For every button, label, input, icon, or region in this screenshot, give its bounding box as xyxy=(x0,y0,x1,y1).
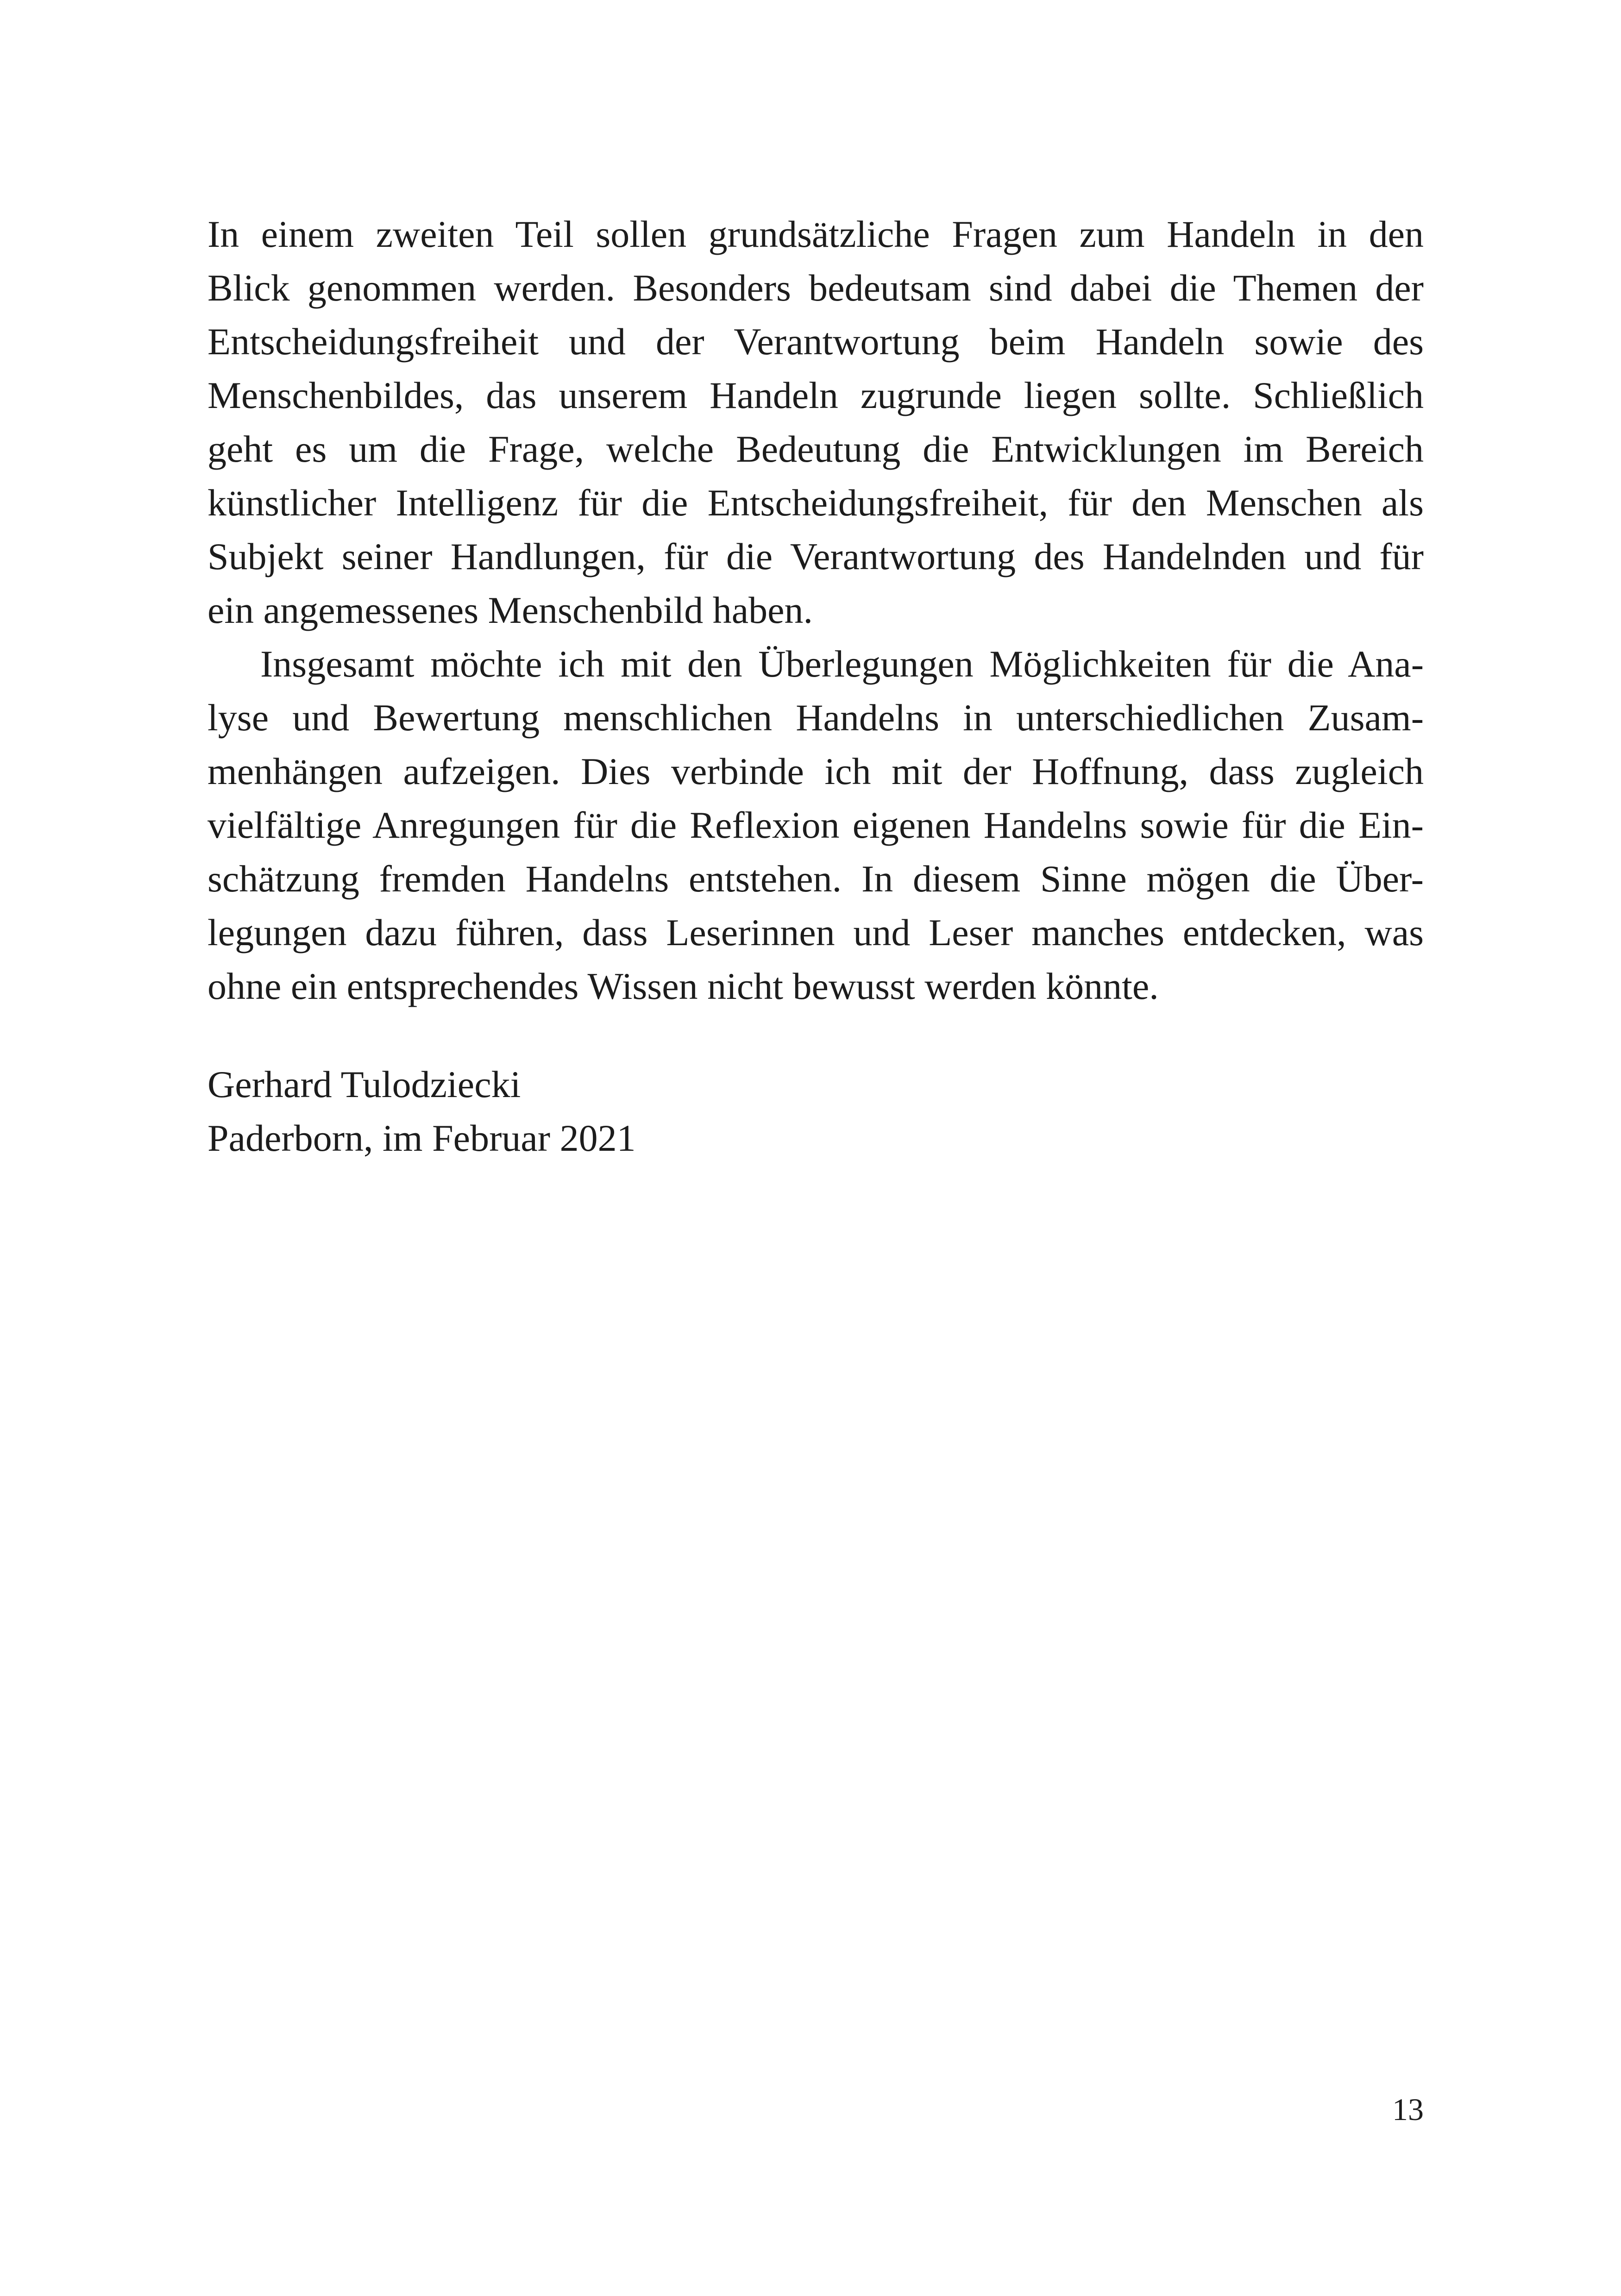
paragraph-1-line: Subjekt seiner Handlungen, für die Verantwortung des Handelnden und für xyxy=(207,535,1424,577)
paragraph-1-line: Menschenbildes, das unserem Handeln zugrunde liegen sollte. Schließlich xyxy=(207,374,1424,416)
paragraph-1-line: künstlicher Intelligenz für die Entscheidungsfreiheit, für den Menschen als xyxy=(207,482,1424,524)
page-number: 13 xyxy=(1392,2092,1424,2127)
paragraph-1-line: geht es um die Frage, welche Bedeutung die Entwicklungen im Bereich xyxy=(207,428,1424,470)
paragraph-2-line: legungen dazu führen, dass Leserinnen und Leser manches entdecken, was xyxy=(207,911,1424,954)
paragraph-1-line: Blick genommen werden. Besonders bedeutsam sind dabei die Themen der xyxy=(207,267,1424,309)
body-text xyxy=(207,207,1424,1013)
place-date: Paderborn, im Februar 2021 xyxy=(207,1117,636,1159)
paragraph-2-line: schätzung fremden Handelns entstehen. In diesem Sinne mögen die Über- xyxy=(207,858,1424,900)
paragraph-1-line: In einem zweiten Teil sollen grundsätzliche Fragen zum Handeln in den xyxy=(207,213,1424,255)
paragraph-2-line: Insgesamt möchte ich mit den Überlegungen Möglichkeiten für die Ana- xyxy=(260,643,1424,685)
paragraph-1-line: ein angemessenes Menschenbild haben. xyxy=(207,589,813,631)
author-name: Gerhard Tulodziecki xyxy=(207,1063,521,1105)
signature-block xyxy=(207,1058,1424,1165)
paragraph-2-line: vielfältige Anregungen für die Reflexion eigenen Handelns sowie für die Ein- xyxy=(207,804,1424,846)
paragraph-2-line: menhängen aufzeigen. Dies verbinde ich mit der Hoffnung, dass zugleich xyxy=(207,750,1424,792)
paragraph-2-line: ohne ein entsprechendes Wissen nicht bewusst werden könnte. xyxy=(207,965,1159,1007)
paragraph-2-line: lyse und Bewertung menschlichen Handelns in unterschiedlichen Zusam- xyxy=(207,696,1424,739)
paragraph-1-line: Entscheidungsfreiheit und der Verantwortung beim Handeln sowie des xyxy=(207,320,1424,363)
